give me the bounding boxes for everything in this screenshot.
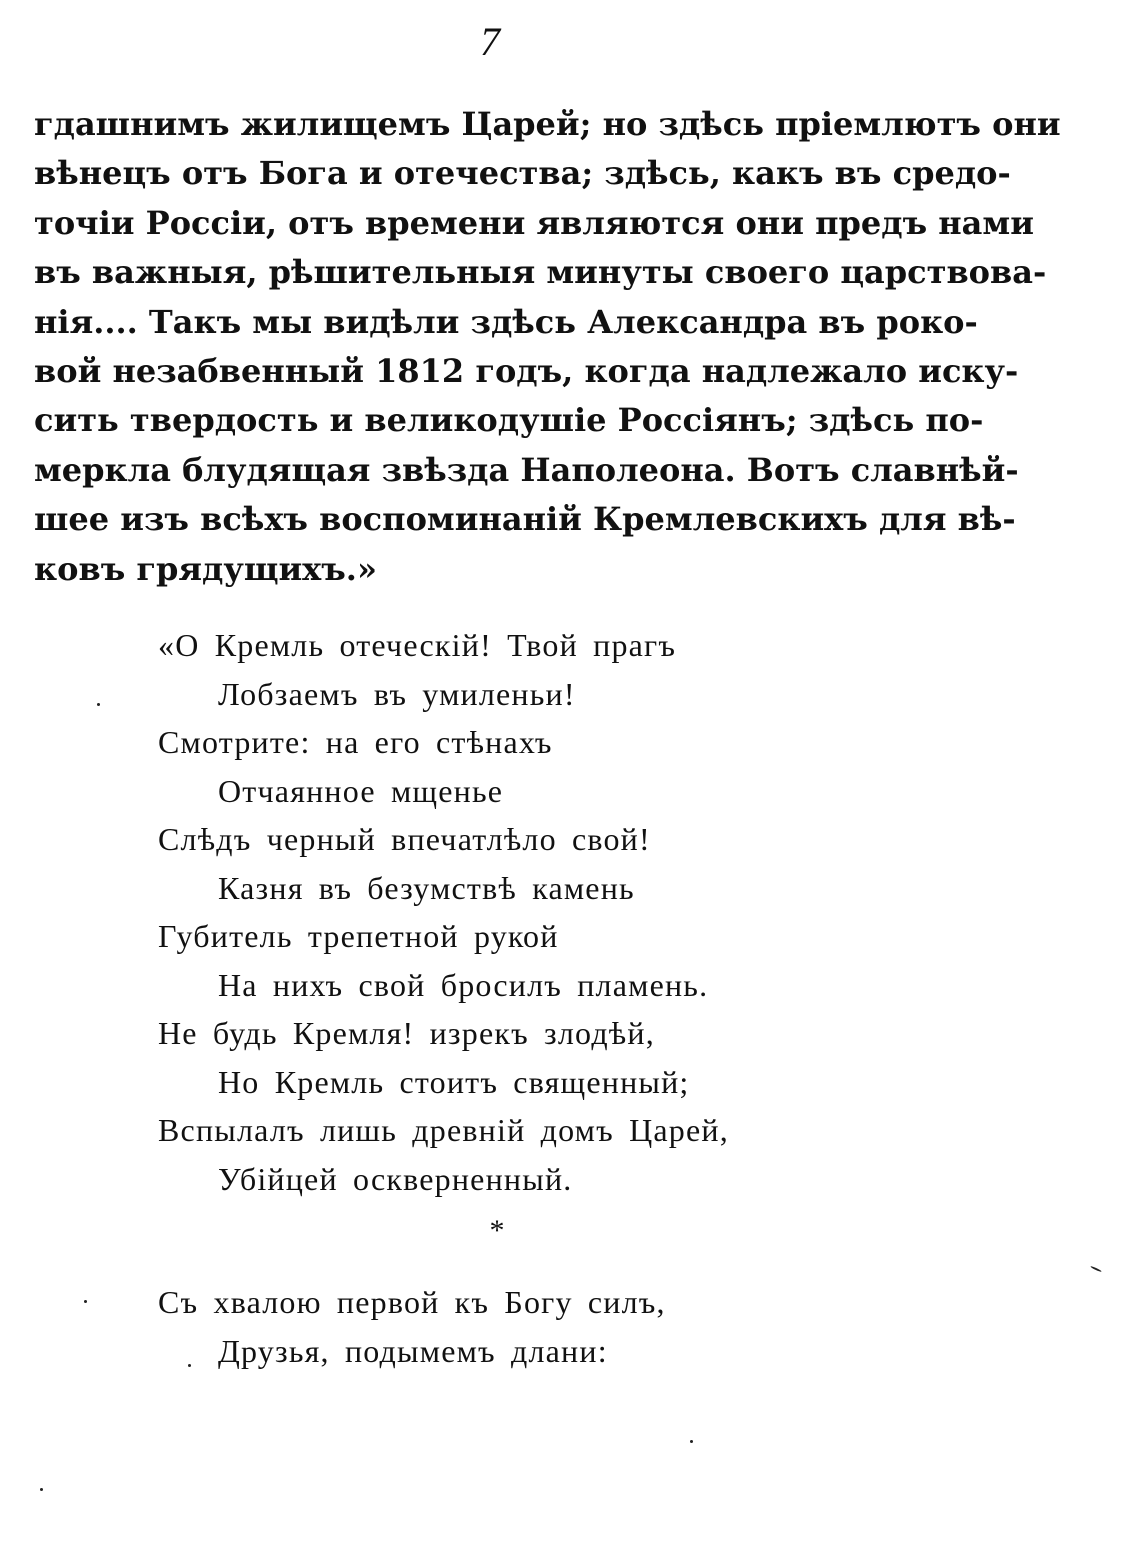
prose-line: шее изъ всѣхъ воспоминаній Кремлевскихъ для вѣ-: [34, 500, 1016, 539]
poem-line: Губитель трепетной рукой: [158, 918, 559, 954]
prose-line: вѣнецъ отъ Бога и отечества; здѣсь, какъ въ средо-: [34, 154, 1011, 193]
scan-speck: [188, 1364, 191, 1367]
scan-speck: [97, 703, 100, 706]
poem-line: Друзья, подымемъ длани:: [218, 1332, 608, 1369]
prose-line: ковъ грядущихъ.»: [34, 549, 377, 588]
prose-paragraph: [34, 100, 1061, 594]
prose-line: меркла блудящая звѣзда Наполеона. Вотъ славнѣй-: [34, 450, 1019, 489]
poem-line: На нихъ свой бросилъ пламень.: [218, 966, 709, 1003]
poem-line: Убійцей оскверненный.: [218, 1160, 573, 1197]
scan-speck: [690, 1440, 693, 1443]
prose-line: точіи Россіи, отъ времени являются они предъ нами: [34, 203, 1034, 242]
scan-speck: [1090, 1266, 1102, 1273]
prose-line: сить твердость и великодушіе Россіянъ; здѣсь по-: [34, 401, 984, 440]
poem-line: Отчаянное мщенье: [218, 772, 504, 809]
prose-line: гдашнимъ жилищемъ Царей; но здѣсь пріемлютъ они: [34, 105, 1061, 143]
poem-line: Смотрите: на его стѣнахъ: [158, 724, 553, 760]
poem-line: Лобзаемъ въ умиленьи!: [218, 675, 576, 712]
poem-line: «О Кремль отеческій! Твой прагъ: [158, 627, 677, 663]
prose-line: въ важныя, рѣшительныя минуты своего царствова-: [34, 253, 1047, 292]
poem-line: Не будь Кремля! изрекъ злодѣй,: [158, 1015, 655, 1051]
section-separator: *: [489, 1214, 505, 1247]
poem-line: Казня въ безумствѣ камень: [218, 869, 635, 906]
poem-line: Съ хвалою первой къ Богу силъ,: [158, 1284, 666, 1320]
poem-stanza-2: [158, 1278, 938, 1375]
scan-speck: [40, 1488, 43, 1491]
scan-speck: [84, 1300, 87, 1303]
poem-line: Вспылалъ лишь древній домъ Царей,: [158, 1112, 729, 1148]
poem-stanza: [158, 621, 938, 1203]
poem-line: Но Кремль стоитъ священный;: [218, 1063, 690, 1100]
page-number: 7: [480, 19, 500, 64]
prose-line: нія.... Такъ мы видѣли здѣсь Александра въ роко-: [34, 302, 978, 341]
poem-line: Слѣдъ черный впечатлѣло свой!: [158, 821, 651, 857]
prose-line: вой незабвенный 1812 годъ, когда надлежало иску-: [34, 351, 1019, 390]
